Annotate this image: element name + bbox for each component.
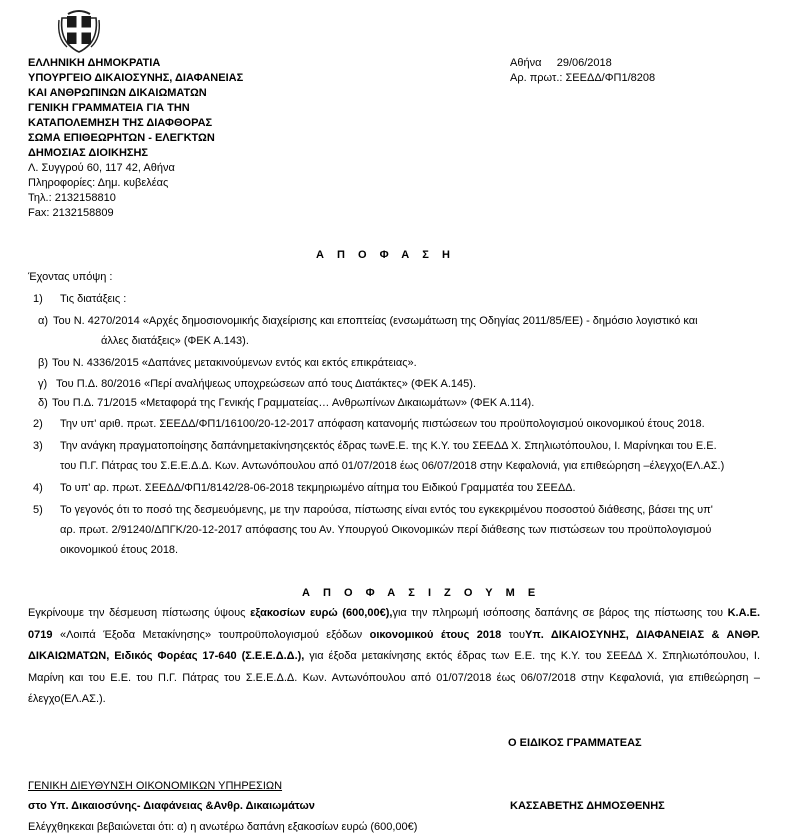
- protocol-line: Αρ. πρωτ.: ΣΕΕΔΔ/ΦΠ1/8208: [510, 72, 656, 84]
- item-text: Το γεγονός ότι το ποσό της δεσμευόμενης, με την παρούσα, πίστωσης είναι εντός του εγκεκριμένου ποσοστού διάθεσης, βάσει της υπ': [60, 504, 713, 516]
- sub-item-text: Του Π.Δ. 80/2016 «Περί αναλήψεως υποχρεώσεων από τους Διατάκτες» (ΦΕΚ Α.145).: [56, 378, 477, 390]
- decision-title: Α Π Ο Φ Α Σ Η: [316, 249, 455, 261]
- phone-line: Τηλ.: 2132158810: [28, 192, 116, 204]
- issuer-line: ΓΕΝΙΚΗ ΓΡΑΜΜΑΤΕΙΑ ΓΙΑ ΤΗΝ: [28, 102, 190, 114]
- decision-text: του: [501, 628, 526, 641]
- sub-item-text: Του Π.Δ. 71/2015 «Μεταφορά της Γενικής Γραμματείας… Ανθρωπίνων Δικαιωμάτων» (ΦΕΚ Α.114).: [52, 397, 535, 409]
- decision-paragraph: [28, 603, 760, 711]
- decision-text: για την πληρωμή ισόποσης δαπάνης σε βάρος της πίστωσης του: [392, 607, 728, 619]
- item-number: 2): [33, 418, 43, 430]
- date-protocol-block: [510, 56, 655, 86]
- verification-line: Ελέγχθηκεκαι βεβαιώνεται ότι: α) η ανωτέρω δαπάνη εξακοσίων ευρώ (600,00€): [28, 821, 418, 833]
- greek-emblem-icon: [54, 4, 104, 54]
- item-text: Την υπ' αριθ. πρωτ. ΣΕΕΔΔ/ΦΠ1/16100/20-12-2017 απόφαση κατανομής πιστώσεων του προϋπολογισμού οικονομικού έτους 2018.: [60, 418, 705, 430]
- ministry-line: στο Υπ. Δικαιοσύνης- Διαφάνειας &Ανθρ. Δικαιωμάτων: [28, 800, 315, 812]
- decision-text: «Λοιπά Έξοδα Μετακίνησης» τουπροϋπολογισμού εξόδων: [52, 628, 370, 641]
- sub-item-label: δ): [38, 397, 48, 409]
- issuer-line: ΔΗΜΟΣΙΑΣ ΔΙΟΙΚΗΣΗΣ: [28, 147, 149, 159]
- issuer-line: ΚΑΙ ΑΝΘΡΩΠΙΝΩΝ ΔΙΚΑΙΩΜΑΤΩΝ: [28, 87, 207, 99]
- sub-item-label: γ): [38, 378, 48, 390]
- address-line: Λ. Συγγρού 60, 117 42, Αθήνα: [28, 162, 175, 174]
- sub-item-text: Του Ν. 4336/2015 «Δαπάνες μετακινούμενων εντός και εκτός επικράτειας».: [52, 357, 417, 369]
- item-number: 3): [33, 440, 43, 452]
- item-number: 4): [33, 482, 43, 494]
- issuer-block: [28, 56, 243, 221]
- signatory-name: ΚΑΣΣΑΒΕΤΗΣ ΔΗΜΟΣΘΕΝΗΣ: [510, 800, 665, 812]
- info-line: Πληροφορίες: Δημ. κυβελέας: [28, 177, 169, 189]
- item-number: 1): [33, 293, 43, 305]
- issuer-line: ΕΛΛΗΝΙΚΗ ΔΗΜΟΚΡΑΤΙΑ: [28, 57, 161, 69]
- decide-title: Α Π Ο Φ Α Σ Ι Ζ Ο Υ Μ Ε: [302, 587, 541, 599]
- decision-text: για έξοδα μετακίνησης εκτός έδρας των Ε.Ε. της Κ.Υ. του ΣΕΕΔΔ Χ. Σπηλιωτόπουλου, Ι. Μαρίνη και του Ε.Ε. του Π.Γ. Πάτρας του Σ.Ε.Ε.Δ.Δ. Κων. Αντωνόπουλου από 01/07/2018 έως 06/07/2018 στην Κεφαλονιά, για επιθεώρηση – έλεγχο(ΕΛ.ΑΣ.).: [28, 650, 761, 705]
- item-number: 5): [33, 504, 43, 516]
- kae-code: Κ.Α.Ε. 0719: [28, 607, 761, 641]
- ministry-body: Υπ. ΔΙΚΑΙΟΣΥΝΗΣ, ΔΙΑΦΑΝΕΙΑΣ & ΑΝΘΡ. ΔΙΚΑΙΩΜΑΤΩΝ, Ειδικός Φορέας 17-640 (Σ.Ε.Ε.Δ.Δ.),: [28, 628, 760, 662]
- item-text: Την ανάγκη πραγματοποίησης δαπάνημετακίνησηςεκτός έδρας τωνΕ.Ε. της Κ.Υ. του ΣΕΕΔΔ Χ. Σπηλιωτόπουλου, Ι. Μαρίνηκαι του Ε.Ε.: [60, 440, 717, 452]
- item-text: οικονομικού έτους 2018.: [60, 544, 179, 556]
- item-text: του Π.Γ. Πάτρας του Σ.Ε.Ε.Δ.Δ. Κων. Αντωνόπουλου από 01/07/2018 έως 06/07/2018 στην Κεφαλονιά, για επιθεώρηση –έλεγχο(ΕΛ.ΑΣ.): [60, 460, 725, 472]
- issuer-line: ΚΑΤΑΠΟΛΕΜΗΣΗ ΤΗΣ ΔΙΑΦΘΟΡΑΣ: [28, 117, 213, 129]
- issuer-line: ΣΩΜΑ ΕΠΙΘΕΩΡΗΤΩΝ - ΕΛΕΓΚΤΩΝ: [28, 132, 215, 144]
- sub-item-text: Του Ν. 4270/2014 «Αρχές δημοσιονομικής διαχείρισης και εποπτείας (ενσωμάτωση της Οδηγίας 2011/85/ΕΕ) - δημόσιο λογιστικό και: [53, 315, 698, 327]
- amount-text: εξακοσίων ευρώ (600,00€),: [250, 607, 393, 619]
- issuer-line: ΥΠΟΥΡΓΕΙΟ ΔΙΚΑΙΟΣΥΝΗΣ, ΔΙΑΦΑΝΕΙΑΣ: [28, 72, 244, 84]
- item-text: αρ. πρωτ. 2/91240/ΔΠΓΚ/20-12-2017 απόφασης του Αν. Υπουργού Οικονομικών περί διάθεσης των πιστώσεων του προϋπολογισμού: [60, 524, 712, 536]
- sub-item-label: β): [38, 357, 48, 369]
- signatory-title: Ο ΕΙΔΙΚΟΣ ΓΡΑΜΜΑΤΕΑΣ: [508, 737, 642, 749]
- fax-line: Fax: 2132158809: [28, 207, 114, 219]
- sub-item-label: α): [38, 315, 49, 327]
- considering-label: Έχοντας υπόψη :: [28, 271, 113, 283]
- fiscal-year: οικονομικού έτους 2018: [369, 628, 502, 641]
- date-line: Αθήνα 29/06/2018: [510, 57, 612, 69]
- sub-item-text: άλλες διατάξεις» (ΦΕΚ Α.143).: [101, 335, 249, 347]
- finance-department: ΓΕΝΙΚΗ ΔΙΕΥΘΥΝΣΗ ΟΙΚΟΝΟΜΙΚΩΝ ΥΠΗΡΕΣΙΩΝ: [28, 780, 283, 792]
- decision-text: Εγκρίνουμε την δέσμευση πίστωσης ύψους: [28, 607, 251, 619]
- item-text: Το υπ' αρ. πρωτ. ΣΕΕΔΔ/ΦΠ1/8142/28-06-2018 τεκμηριωμένο αίτημα του Ειδικού Γραμματέα του ΣΕΕΔΔ.: [60, 482, 576, 494]
- item-text: Τις διατάξεις :: [60, 293, 127, 305]
